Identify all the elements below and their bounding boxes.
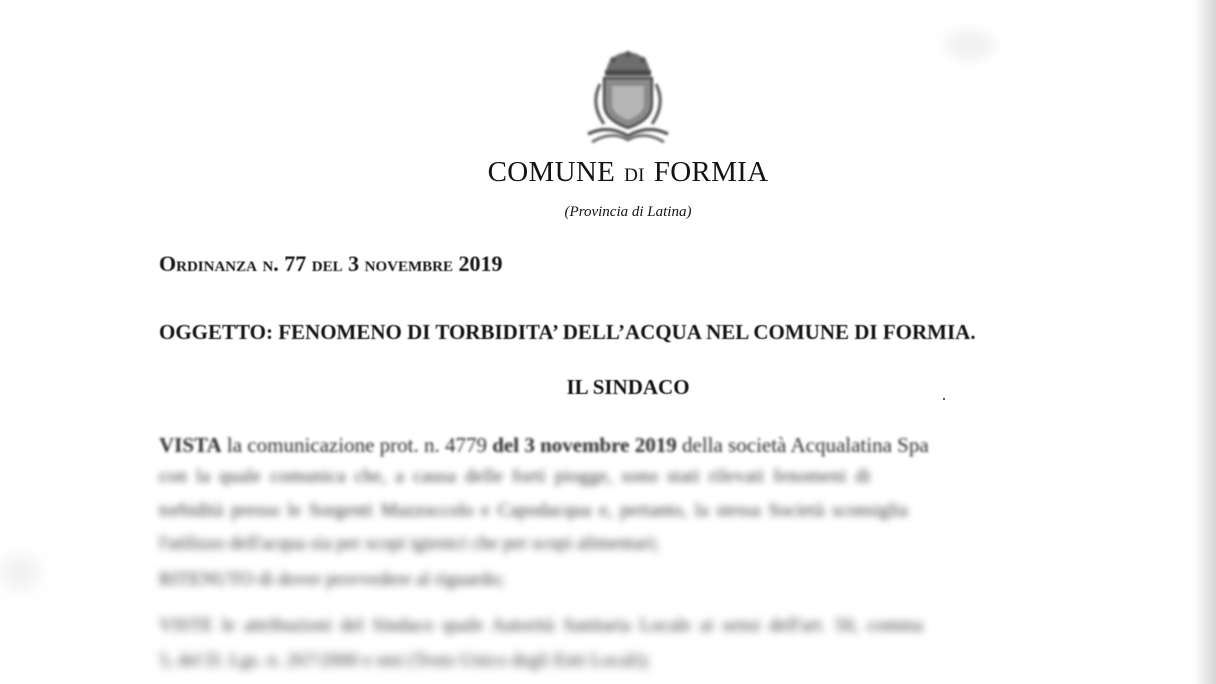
di-word: DI [624, 165, 645, 186]
blurred-text-line: con la quale comunica che, a causa delle forti piogge, sono stati rilevati fenomeni di [159, 466, 871, 487]
blurred-text-line: torbidità presso le Sorgenti Mazzoccolo e Capodacqua e, pertanto, la stessa Società sconsiglia [159, 500, 908, 521]
blurred-text-line: RITENUTO di dover provvedere al riguardo; [159, 569, 505, 590]
vista-paragraph-first-line [159, 428, 1099, 462]
scan-smudge [945, 30, 995, 60]
vista-date: del 3 novembre 2019 [492, 433, 677, 457]
vista-text: la comunicazione prot. n. 4779 [221, 433, 493, 457]
vista-text-end: della società Acqualatina Spa [676, 433, 929, 457]
comune-crest-icon [578, 44, 678, 148]
page-edge-shadow [1194, 0, 1216, 684]
blurred-text-line: VISTE le attribuzioni del Sindaco quale Autorità Sanitaria Locale ai sensi dell'art. 50, comma [159, 615, 924, 636]
comune-word: COMUNE [487, 156, 616, 188]
oggetto-line: OGGETTO: FENOMENO DI TORBIDITA’ DELL’ACQUA NEL COMUNE DI FORMIA. [159, 320, 976, 344]
formia-word: FORMIA [653, 156, 769, 188]
vista-keyword: VISTA [159, 433, 222, 457]
provincia-subtitle: (Provincia di Latina) [564, 204, 692, 220]
blurred-text-line: 5, del D. Lgs. n. 267/2000 e smi (Testo Unico degli Enti Locali); [159, 650, 651, 671]
blurred-text-line: l'utilizzo dell'acqua sia per scopi igienici che per scopi alimentari; [159, 533, 660, 554]
il-sindaco-heading: IL SINDACO [566, 375, 690, 399]
ordinanza-number: Ordinanza n. 77 del 3 novembre 2019 [159, 251, 503, 276]
comune-title [0, 156, 1216, 189]
scan-smudge [0, 555, 40, 590]
